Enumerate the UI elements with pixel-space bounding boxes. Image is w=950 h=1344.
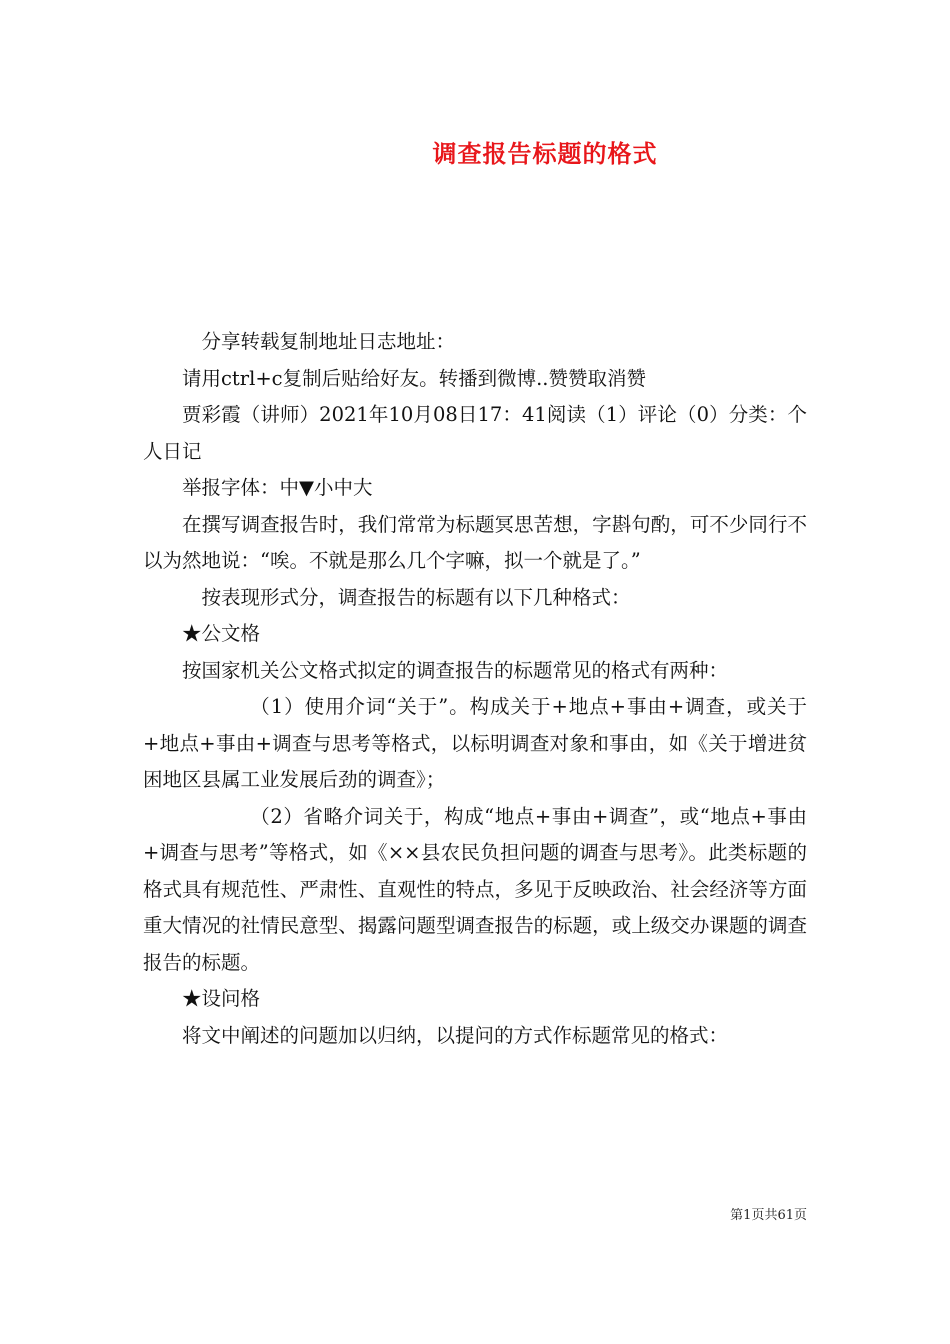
document-title: 调查报告标题的格式 <box>432 139 658 168</box>
share-line: 分享转载复制地址日志地址： <box>201 330 456 353</box>
question-format-paragraph: 将文中阐述的问题加以归纳，以提问的方式作标题常见的格式： <box>182 1023 729 1047</box>
official-format-paragraph: 按国家机关公文格式拟定的调查报告的标题常见的格式有两种： <box>182 658 729 682</box>
intro-paragraph: 在撰写调查报告时，我们常常为标题冥思苦想，字斟句酌，可不少同行不以为然地说：“唉。不就是那么几个字嘛，拟一个就是了。” <box>143 512 807 572</box>
format-overview: 按表现形式分，调查报告的标题有以下几种格式： <box>201 585 631 609</box>
item-one-paragraph: （1）使用介词“关于”。构成关于+地点+事由+调查，或关于+地点+事由+调查与思考等格式，以标明调查对象和事由，如《关于增进贫困地区县属工业发展后劲的调查》； <box>143 695 807 791</box>
section-heading-question: ★设问格 <box>182 987 261 1010</box>
page-number-footer: 第1页共61页 <box>730 1208 807 1223</box>
copy-instruction: 请用ctrl+c复制后贴给好友。转播到微博..赞赞取消赞 <box>182 366 646 390</box>
font-size-options: 举报字体：中▼小中大 <box>182 476 373 499</box>
author-meta: 贾彩霞（讲师）2021年10月08日17：41阅读（1）评论（0）分类：个人日记 <box>143 403 807 463</box>
section-heading-official: ★公文格 <box>182 622 261 645</box>
document-body <box>143 324 807 1054</box>
item-two-paragraph: （2）省略介词关于，构成“地点+事由+调查”，或“地点+事由+调查与思考”等格式，如《××县农民负担问题的调查与思考》。此类标题的格式具有规范性、严肃性、直观性的特点，多见于反映政治、社会经济等方面重大情况的社情民意型、揭露问题型调查报告的标题，或上级交办课题的调查报告的标题。 <box>143 804 807 974</box>
